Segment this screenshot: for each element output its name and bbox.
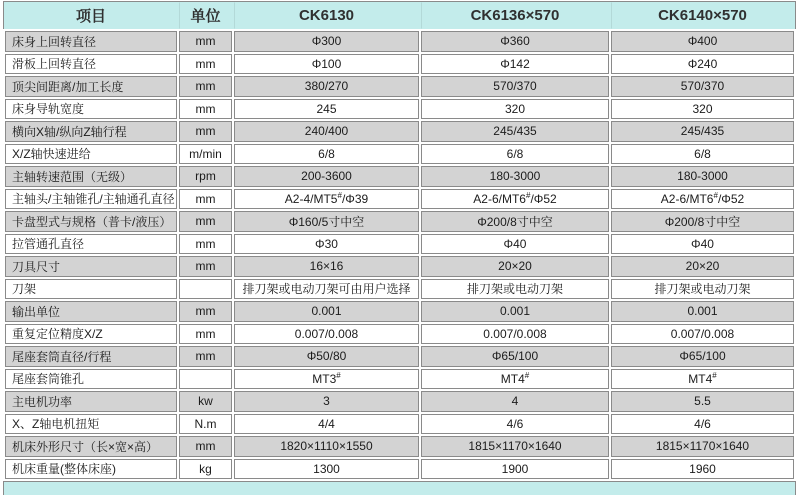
spec-value-ck6140x570: 排刀架或电动刀架 [611,279,794,300]
spec-value-ck6136x570: 570/370 [421,76,609,97]
spec-value-ck6130: A2-4/MT5#/Φ39 [234,189,419,210]
column-header-ck6136x570: CK6136×570 [421,2,609,29]
spec-table-body [5,31,794,479]
spec-value-ck6130: Φ160/5寸中空 [234,211,419,232]
spec-value-ck6140x570: Φ200/8寸中空 [611,211,794,232]
spec-value-ck6136x570: 1900 [421,459,609,480]
spec-value-ck6130: Φ50/80 [234,346,419,367]
spec-value-ck6140x570: 1960 [611,459,794,480]
table-row [5,256,794,277]
spec-unit: mm [179,54,232,75]
spec-item-label: 尾座套筒锥孔 [5,369,177,390]
spec-value-ck6140x570: 0.007/0.008 [611,324,794,345]
spec-unit: kw [179,391,232,412]
table-row [5,54,794,75]
spec-value-ck6130: 245 [234,99,419,120]
column-header-item: 项目 [75,8,106,25]
spec-value-ck6136x570: Φ65/100 [421,346,609,367]
spec-value-ck6130: Φ300 [234,31,419,52]
machine-spec-table [3,0,796,481]
spec-unit: mm [179,256,232,277]
spec-value-ck6136x570: Φ40 [421,234,609,255]
spec-unit: m/min [179,144,232,165]
table-row [5,414,794,435]
spec-item-label: 主电机功率 [5,391,177,412]
spec-value-ck6136x570: Φ200/8寸中空 [421,211,609,232]
spec-item-label: 主轴头/主轴锥孔/主轴通孔直径 [5,189,177,210]
spec-value-ck6130: 4/4 [234,414,419,435]
table-row [5,99,794,120]
spec-unit: mm [179,99,232,120]
spec-value-ck6136x570: A2-6/MT6#/Φ52 [421,189,609,210]
spec-value-ck6140x570: Φ400 [611,31,794,52]
spec-value-ck6130: 0.007/0.008 [234,324,419,345]
spec-value-ck6140x570: 0.001 [611,301,794,322]
spec-value-ck6140x570: A2-6/MT6#/Φ52 [611,189,794,210]
spec-value-ck6136x570: 20×20 [421,256,609,277]
spec-value-ck6130: 16×16 [234,256,419,277]
header-row [5,2,794,29]
table-row [5,324,794,345]
spec-unit: mm [179,121,232,142]
spec-value-ck6130: 380/270 [234,76,419,97]
spec-value-ck6130: 0.001 [234,301,419,322]
spec-unit: mm [179,324,232,345]
spec-value-ck6136x570: 0.007/0.008 [421,324,609,345]
spec-value-ck6136x570: 6/8 [421,144,609,165]
spec-item-label: 床身导轨宽度 [5,99,177,120]
spec-unit: mm [179,76,232,97]
spec-unit: mm [179,234,232,255]
spec-item-label: 输出单位 [5,301,177,322]
spec-value-ck6136x570: 1815×1170×1640 [421,436,609,457]
table-row [5,459,794,480]
spec-table-container [3,0,796,495]
spec-value-ck6130: Φ30 [234,234,419,255]
table-row [5,76,794,97]
table-row [5,189,794,210]
column-header-unit: 单位 [179,2,232,29]
table-row [5,31,794,52]
spec-value-ck6140x570: 6/8 [611,144,794,165]
table-row [5,121,794,142]
spec-item-label: X/Z轴快速进给 [5,144,177,165]
spec-value-ck6136x570: 4 [421,391,609,412]
spec-value-ck6140x570: 570/370 [611,76,794,97]
table-row [5,391,794,412]
spec-value-ck6136x570: MT4# [421,369,609,390]
spec-item-label: 机床重量(整体床座) [5,459,177,480]
spec-unit: mm [179,211,232,232]
spec-unit: mm [179,31,232,52]
column-header-ck6130: CK6130 [234,2,419,29]
spec-item-label: 横向X轴/纵向Z轴行程 [5,121,177,142]
spec-item-label: 刀架 [5,279,177,300]
table-row [5,166,794,187]
table-row [5,301,794,322]
spec-item-label: 重复定位精度X/Z [5,324,177,345]
spec-item-label: 机床外形尺寸（长×宽×高） [5,436,177,457]
spec-unit: rpm [179,166,232,187]
table-row [5,436,794,457]
spec-value-ck6136x570: 180-3000 [421,166,609,187]
table-row [5,369,794,390]
table-row [5,234,794,255]
spec-value-ck6140x570: 4/6 [611,414,794,435]
spec-value-ck6130: 6/8 [234,144,419,165]
spec-unit: mm [179,346,232,367]
spec-value-ck6136x570: 排刀架或电动刀架 [421,279,609,300]
spec-value-ck6136x570: Φ142 [421,54,609,75]
spec-item-label: 尾座套筒直径/行程 [5,346,177,367]
spec-unit [179,279,232,300]
spec-value-ck6140x570: 5.5 [611,391,794,412]
spec-value-ck6136x570: Φ360 [421,31,609,52]
spec-item-label: 卡盘型式与规格（普卡/液压） [5,211,177,232]
spec-value-ck6130: 200-3600 [234,166,419,187]
spec-value-ck6140x570: MT4# [611,369,794,390]
spec-item-label: 顶尖间距离/加工长度 [5,76,177,97]
spec-value-ck6130: MT3# [234,369,419,390]
table-row [5,144,794,165]
table-row [5,279,794,300]
spec-value-ck6140x570: 1815×1170×1640 [611,436,794,457]
spec-value-ck6130: 1300 [234,459,419,480]
table-row [5,211,794,232]
spec-value-ck6130: 排刀架或电动刀架可由用户选择 [234,279,419,300]
spec-item-label: X、Z轴电机扭矩 [5,414,177,435]
next-section-header-strip [3,481,796,495]
column-header-ck6140x570: CK6140×570 [611,2,794,29]
table-row [5,346,794,367]
spec-value-ck6140x570: Φ40 [611,234,794,255]
spec-value-ck6140x570: 180-3000 [611,166,794,187]
spec-value-ck6136x570: 0.001 [421,301,609,322]
spec-value-ck6140x570: Φ65/100 [611,346,794,367]
spec-item-label: 滑板上回转直径 [5,54,177,75]
spec-value-ck6130: Φ100 [234,54,419,75]
spec-unit [179,369,232,390]
spec-item-label: 拉管通孔直径 [5,234,177,255]
spec-value-ck6130: 240/400 [234,121,419,142]
spec-item-label: 主轴转速范围（无级） [5,166,177,187]
spec-unit: mm [179,189,232,210]
spec-value-ck6136x570: 245/435 [421,121,609,142]
spec-unit: N.m [179,414,232,435]
spec-value-ck6140x570: Φ240 [611,54,794,75]
spec-value-ck6130: 1820×1110×1550 [234,436,419,457]
spec-value-ck6140x570: 20×20 [611,256,794,277]
spec-unit: mm [179,301,232,322]
spec-value-ck6140x570: 245/435 [611,121,794,142]
spec-item-label: 刀具尺寸 [5,256,177,277]
spec-item-label: 床身上回转直径 [5,31,177,52]
spec-unit: mm [179,436,232,457]
spec-value-ck6140x570: 320 [611,99,794,120]
spec-value-ck6130: 3 [234,391,419,412]
spec-unit: kg [179,459,232,480]
spec-value-ck6136x570: 4/6 [421,414,609,435]
spec-value-ck6136x570: 320 [421,99,609,120]
